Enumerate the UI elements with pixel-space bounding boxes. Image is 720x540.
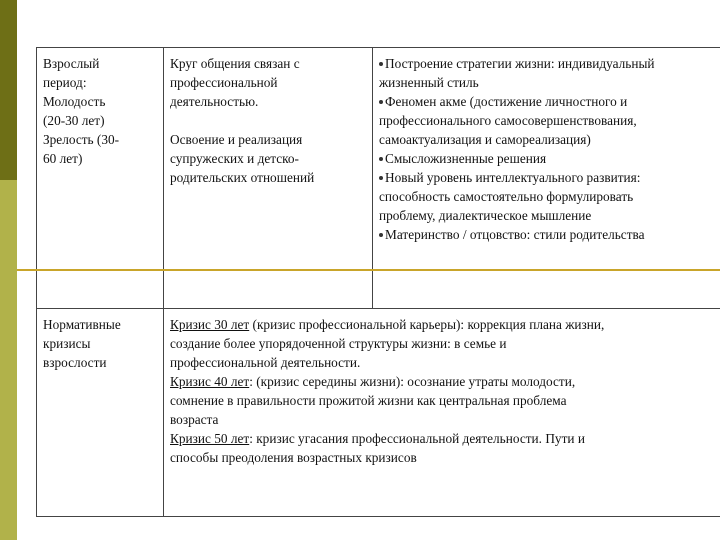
feature-item: Феномен акме (достижение личностного и <box>379 92 720 111</box>
adulthood-table <box>36 47 720 517</box>
decorative-divider-line <box>17 269 720 271</box>
period-line: (20-30 лет) <box>43 113 105 128</box>
bullet-icon <box>379 157 383 161</box>
crisis-40-cont: возраста <box>170 411 219 427</box>
feature-item-cont: проблему, диалектическое мышление <box>379 208 592 223</box>
period-line: 60 лет) <box>43 151 83 166</box>
period-line: период: <box>43 75 87 90</box>
crisis-40: Кризис 40 лет: (кризис середины жизни): осознание утраты молодости, <box>170 373 576 389</box>
period-line: Зрелость (30- <box>43 132 120 147</box>
family-line: родительских отношений <box>170 170 315 185</box>
feature-item: Новый уровень интеллектуального развития: <box>379 168 720 187</box>
feature-item: Материнство / отцовство: стили родительства <box>379 225 720 244</box>
crises-label-line: взрослости <box>43 354 107 370</box>
crisis-50-cont: способы преодоления возрастных кризисов <box>170 449 417 465</box>
crises-label-line: кризисы <box>43 335 91 351</box>
crisis-40-title: Кризис 40 лет <box>170 373 250 389</box>
decorative-bar-light <box>0 180 17 540</box>
social-line: профессиональной <box>170 75 278 90</box>
bullet-icon <box>379 233 383 237</box>
feature-item-cont: самоактуализация и самореализация) <box>379 132 591 147</box>
crisis-40-cont: сомнение в правильности прожитой жизни как центральная проблема <box>170 392 567 408</box>
table-row-crises <box>37 308 720 516</box>
period-line: Взрослый <box>43 56 100 71</box>
feature-item: Смысложизненные решения <box>379 149 720 168</box>
crisis-50-title: Кризис 50 лет <box>170 430 250 446</box>
spacer <box>170 111 366 130</box>
family-line: Освоение и реализация <box>170 132 303 147</box>
crises-label-line: Нормативные <box>43 316 121 332</box>
crises-label-cell <box>37 308 164 516</box>
social-line: Круг общения связан с <box>170 56 300 71</box>
family-line: супружеских и детско- <box>170 151 299 166</box>
decorative-bar-dark <box>0 0 17 180</box>
crisis-50: Кризис 50 лет: кризис угасания профессиональной деятельности. Пути и <box>170 430 585 446</box>
crisis-30-cont: профессиональной деятельности. <box>170 354 361 370</box>
feature-item-cont: способность самостоятельно формулировать <box>379 189 634 204</box>
bullet-icon <box>379 62 383 66</box>
bullet-icon <box>379 176 383 180</box>
period-line: Молодость <box>43 94 106 109</box>
crisis-30-title: Кризис 30 лет <box>170 316 250 332</box>
social-line: деятельностью. <box>170 94 259 109</box>
feature-item-cont: профессионального самосовершенствования, <box>379 113 637 128</box>
bullet-icon <box>379 100 383 104</box>
crisis-30-cont: создание более упорядоченной структуры жизни: в семье и <box>170 335 507 351</box>
crisis-30: Кризис 30 лет (кризис профессиональной карьеры): коррекция плана жизни, <box>170 316 605 332</box>
feature-item: Построение стратегии жизни: индивидуальный <box>379 54 720 73</box>
crises-description-cell <box>164 308 720 516</box>
feature-item-cont: жизненный стиль <box>379 75 479 90</box>
